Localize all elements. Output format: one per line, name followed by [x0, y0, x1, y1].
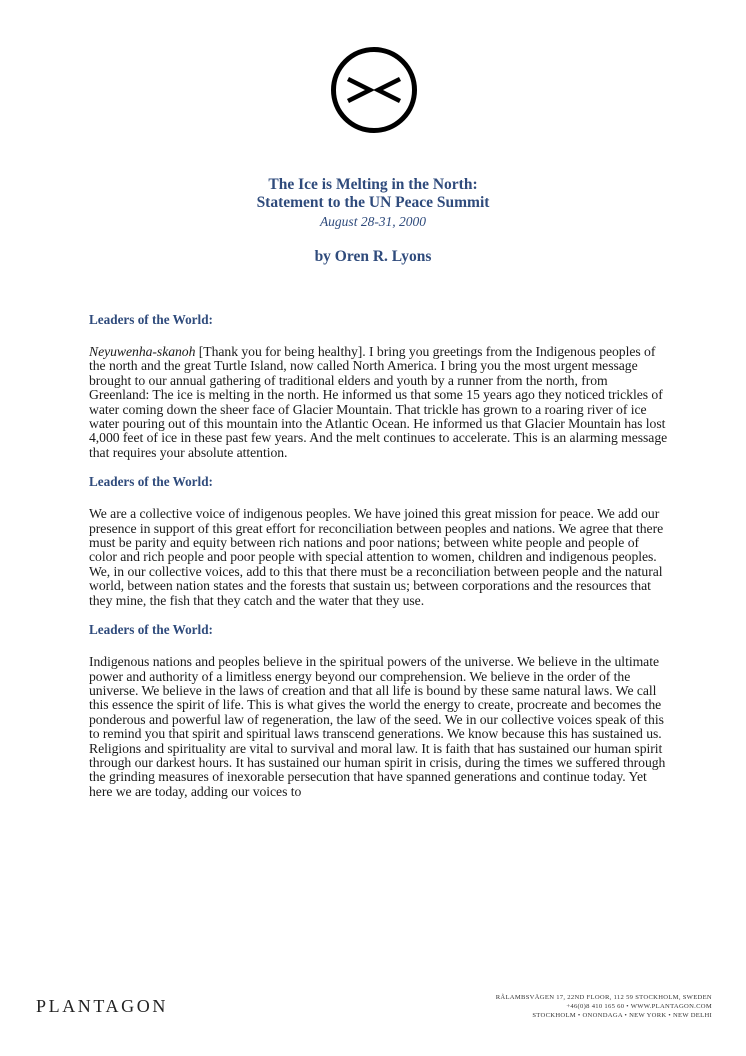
section-paragraph-1: [89, 345, 669, 460]
section-heading-3: Leaders of the World:: [89, 622, 213, 638]
document-title-line-2: Statement to the UN Peace Summit: [256, 194, 490, 211]
footer-brand: PLANTAGON: [36, 996, 168, 1016]
footer-address-line-3: STOCKHOLM • ONONDAGA • NEW YORK • NEW DELHI: [532, 1012, 712, 1019]
document-author: by Oren R. Lyons: [314, 248, 432, 265]
footer-address: [496, 993, 712, 1020]
footer-address-line-1: RÅLAMBSVÄGEN 17, 22ND FLOOR, 112 59 STOCKHOLM, SWEDEN: [495, 994, 712, 1001]
footer-address-line-2: +46(0)8 410 165 60 • WWW.PLANTAGON.COM: [566, 1003, 712, 1010]
title-block: [0, 176, 746, 266]
greeting-italic: Neyuwenha-skanoh: [89, 344, 196, 359]
document-body: [89, 312, 669, 799]
section-heading-2: Leaders of the World:: [89, 474, 213, 490]
section-paragraph-1-text: [Thank you for being healthy]. I bring you greetings from the Indigenous peoples of the north and the great Turtle Island, now called North America. I bring you the most urgent message brought to our annual gathering of traditional elders and youth by a runner from the north, from Greenland: The ice is melting in the north. He informed us that some 15 years ago they noticed trickles of water coming down the sheer face of Glacier Mountain. That trickle has grown to a roaring river of ice water pouring out of this mountain into the Atlantic Ocean. He informed us that Glacier Mountain has lost 4,000 feet of ice in these past few years. And the melt continues to accelerate. This is an alarming message that requires your absolute attention.: [89, 344, 668, 460]
section-paragraph-3: Indigenous nations and peoples believe in the spiritual powers of the universe. We believe in the ultimate power and authority of a limitless energy beyond our comprehension. We believe in the order of the universe. We believe in the laws of creation and that all life is bound by these same natural laws. We call this essence the spirit of life. This is what gives the world the energy to create, procreate and becomes the ponderous and powerful law of regeneration, the law of the seed. We in our collective voices speak of this to remind you that spirit and spiritual laws transcend generations. We know because this has sustained us. Religions and spirituality are vital to survival and moral law. It is faith that has sustained our human spirit through our darkest hours. It has sustained our human spirit in crisis, during the times we suffered through the grinding measures of inexorable persecution that have spanned generations and continue today. Yet here we are today, adding our voices to: [89, 654, 666, 799]
document-date: August 28-31, 2000: [319, 214, 427, 229]
plantagon-logo-icon: [331, 47, 417, 133]
document-title-line-1: The Ice is Melting in the North:: [268, 176, 478, 193]
section-paragraph-2: We are a collective voice of indigenous peoples. We have joined this great mission for peace. We add our presence in support of this great effort for reconciliation between peoples and nations. We agree that there must be parity and equity between rich nations and poor nations; between white people and people of color and rich people and poor people with special attention to women, children and indigenous peoples. We, in our collective voices, add to this that there must be a reconciliation between people and the natural world, between nation states and the forests that sustain us; between corporations and the resources that they mine, the fish that they catch and the water that they use.: [89, 506, 664, 608]
section-heading-1: Leaders of the World:: [89, 312, 213, 327]
